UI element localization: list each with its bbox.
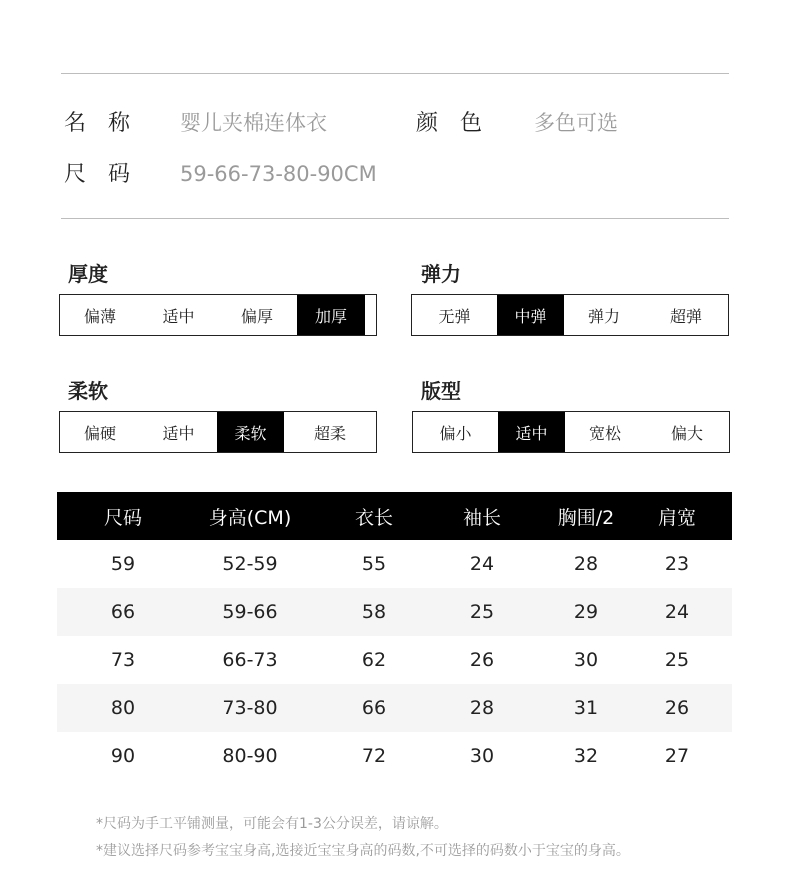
table-cell: 80 [110,697,136,719]
table-row [57,684,732,732]
table-cell: 59-66 [222,601,278,623]
table-row [57,540,732,588]
middle-divider [61,218,729,219]
elasticity-option[interactable]: 超弹 [669,306,702,326]
softness-option[interactable]: 适中 [162,423,195,443]
table-cell: 29 [573,601,599,623]
header-cell: 肩宽 [657,506,696,529]
table-cell: 62 [361,649,387,671]
table-cell: 73-80 [222,697,278,719]
table-cell: 24 [469,553,495,575]
elasticity-title: 弹力 [421,262,461,286]
softness-option[interactable]: 超柔 [313,423,346,443]
color-label: 颜 色 [416,111,483,136]
fit-option[interactable]: 偏小 [439,423,472,443]
softness-title: 柔软 [68,379,108,403]
header-cell: 胸围/2 [557,506,615,529]
table-cell: 25 [664,649,690,671]
name-value: 婴儿夹棉连体衣 [180,111,327,135]
softness-selector [59,411,377,453]
softness-option-selected[interactable]: 柔软 [217,412,284,452]
elasticity-selector [411,294,729,336]
size-advice-note: *建议选择尺码参考宝宝身高,选接近宝宝身高的码数,不可选择的码数小于宝宝的身高。 [96,843,630,859]
table-row [57,636,732,684]
table-cell: 52-59 [222,553,278,575]
table-cell: 24 [664,601,690,623]
color-row [416,106,618,137]
table-cell: 32 [573,745,599,767]
table-cell: 80-90 [222,745,278,767]
fit-option-selected[interactable]: 适中 [498,412,565,452]
softness-option[interactable]: 偏硬 [83,423,116,443]
table-cell: 90 [110,745,136,767]
thickness-title: 厚度 [68,262,108,286]
thickness-option[interactable]: 适中 [162,306,195,326]
table-cell: 28 [573,553,599,575]
elasticity-option-selected[interactable]: 中弹 [497,295,564,335]
top-divider [61,73,729,74]
fit-title: 版型 [421,379,461,403]
table-cell: 72 [361,745,387,767]
table-cell: 28 [469,697,495,719]
elasticity-option[interactable]: 无弹 [438,306,471,326]
table-cell: 25 [469,601,495,623]
table-cell: 55 [361,553,387,575]
thickness-option[interactable]: 偏薄 [83,306,116,326]
table-cell: 31 [573,697,599,719]
size-table [57,492,732,780]
header-cell: 袖长 [462,506,501,529]
fit-option[interactable]: 偏大 [670,423,703,443]
header-cell: 身高(CM) [208,506,292,529]
thickness-option-selected[interactable]: 加厚 [297,295,365,335]
header-cell: 尺码 [103,506,142,529]
table-cell: 30 [573,649,599,671]
name-label: 名 称 [64,111,131,136]
table-cell: 59 [110,553,136,575]
size-label: 尺 码 [64,162,131,187]
fit-selector [412,411,730,453]
table-cell: 66 [110,601,136,623]
fit-option[interactable]: 宽松 [588,423,621,443]
table-row [57,588,732,636]
table-cell: 23 [664,553,690,575]
color-value: 多色可选 [534,111,618,135]
table-cell: 73 [110,649,136,671]
table-cell: 26 [469,649,495,671]
name-row [64,106,327,137]
table-row [57,732,732,780]
thickness-option[interactable]: 偏厚 [240,306,273,326]
table-cell: 26 [664,697,690,719]
table-cell: 58 [361,601,387,623]
size-row [64,157,377,188]
table-cell: 66-73 [222,649,278,671]
table-cell: 30 [469,745,495,767]
table-cell: 66 [361,697,387,719]
header-cell: 衣长 [354,506,393,529]
elasticity-option[interactable]: 弹力 [587,306,620,326]
thickness-selector [59,294,377,336]
measurement-note: *尺码为手工平铺测量，可能会有1-3公分误差，请谅解。 [96,816,448,832]
size-value: 59-66-73-80-90CM [180,162,377,186]
size-table-header [57,492,732,540]
table-cell: 27 [664,745,690,767]
